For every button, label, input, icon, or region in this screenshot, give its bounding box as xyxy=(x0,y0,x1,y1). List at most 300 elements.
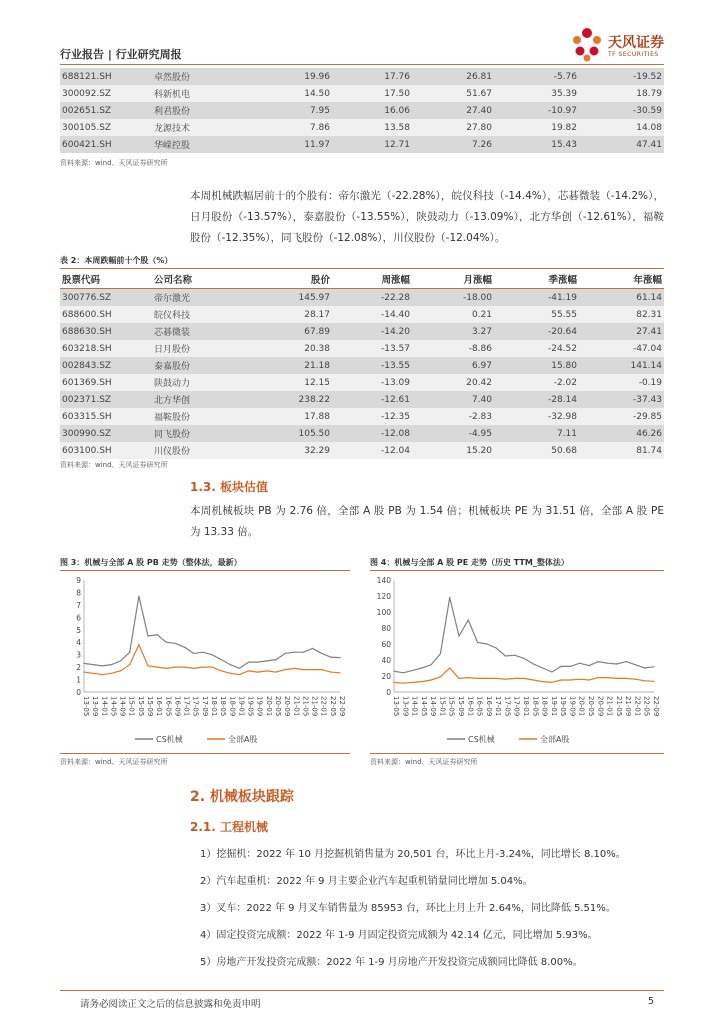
table-cell: 238.22 xyxy=(262,391,332,408)
table-cell: 603100.SH xyxy=(60,442,152,459)
y-tick-label: 5 xyxy=(76,625,81,635)
table-cell: 81.74 xyxy=(579,442,664,459)
data-point xyxy=(542,667,543,668)
x-tick-label: 16-09 xyxy=(173,696,182,717)
table-cell: -30.59 xyxy=(579,102,664,119)
data-point xyxy=(598,677,599,678)
table-cell: 7.40 xyxy=(412,391,494,408)
section-1-3-heading: 1.3. 板块估值 xyxy=(190,480,268,494)
table-row xyxy=(60,68,664,85)
data-point xyxy=(468,677,469,678)
column-header: 股票代码 xyxy=(60,270,152,289)
table-cell: -19.52 xyxy=(579,68,664,85)
data-point xyxy=(202,652,203,653)
table-cell: 帝尔激光 xyxy=(152,289,262,307)
table-row xyxy=(60,119,664,136)
data-point xyxy=(551,682,552,683)
table-cell: 同飞股份 xyxy=(152,425,262,442)
data-point xyxy=(157,634,158,635)
data-point xyxy=(561,666,562,667)
table-cell: 141.14 xyxy=(579,357,664,374)
x-tick-label: 22-01 xyxy=(319,696,328,717)
table-cell: -18.00 xyxy=(412,289,494,307)
logo-text-cn: 天风证券 xyxy=(608,35,664,51)
data-point xyxy=(193,653,194,654)
y-tick-label: 4 xyxy=(76,638,81,648)
table-cell: 龙源技术 xyxy=(152,119,262,136)
table-cell: -20.64 xyxy=(494,323,579,340)
table-row xyxy=(60,136,664,153)
table-row xyxy=(60,442,664,459)
table-row xyxy=(60,85,664,102)
table-cell: 6.97 xyxy=(412,357,494,374)
x-tick-label: 18-05 xyxy=(531,696,540,717)
table-cell: 川仪股份 xyxy=(152,442,262,459)
x-tick-label: 15-01 xyxy=(127,696,136,717)
y-tick-label: 9 xyxy=(76,576,81,585)
x-tick-label: 17-09 xyxy=(200,696,209,717)
data-point xyxy=(102,674,103,675)
data-point xyxy=(449,597,450,598)
legend-label: 全部A股 xyxy=(228,735,258,744)
series-line-all-a-share xyxy=(394,668,654,683)
x-tick-label: 20-01 xyxy=(264,696,273,717)
data-point xyxy=(330,671,331,672)
table-cell: 19.96 xyxy=(262,68,332,85)
x-tick-label: 22-05 xyxy=(328,696,337,717)
data-point xyxy=(616,663,617,664)
data-point xyxy=(193,668,194,669)
x-tick-label: 21-09 xyxy=(624,696,633,717)
table-cell: 688600.SH xyxy=(60,306,152,323)
table-cell: 26.81 xyxy=(412,68,494,85)
table-cell: 福鞍股份 xyxy=(152,408,262,425)
x-tick-label: 14-01 xyxy=(410,696,419,717)
y-tick-label: 8 xyxy=(76,588,81,598)
table-cell: 14.08 xyxy=(579,119,664,136)
table-cell: 300776.SZ xyxy=(60,289,152,307)
data-point xyxy=(285,653,286,654)
table-cell: -10.97 xyxy=(494,102,579,119)
data-point xyxy=(505,655,506,656)
column-header: 月涨幅 xyxy=(412,270,494,289)
data-point xyxy=(111,673,112,674)
table-cell: 芯碁微装 xyxy=(152,323,262,340)
data-point xyxy=(303,652,304,653)
data-point xyxy=(294,668,295,669)
table-cell: -0.19 xyxy=(579,374,664,391)
data-point xyxy=(202,667,203,668)
data-point xyxy=(211,654,212,655)
x-tick-label: 20-09 xyxy=(283,696,292,717)
data-point xyxy=(551,671,552,672)
x-tick-label: 15-01 xyxy=(438,696,447,717)
list-item: 5）房地产开发投资完成额：2022 年 1-9 月房地产开发投资完成额同比降低 8.00%。 xyxy=(200,957,583,968)
table-cell: -13.57 xyxy=(332,340,412,357)
legend-label: 全部A股 xyxy=(540,735,570,744)
data-point xyxy=(393,682,394,683)
data-point xyxy=(635,664,636,665)
x-tick-label: 21-05 xyxy=(301,696,310,717)
logo-text-en: TF SECURITIES xyxy=(608,51,659,58)
data-point xyxy=(321,669,322,670)
column-header: 年涨幅 xyxy=(579,270,664,289)
data-point xyxy=(111,664,112,665)
table1-source: 资料来源：wind、天风证券研究所 xyxy=(60,159,168,167)
y-tick-label: 20 xyxy=(381,672,391,681)
y-tick-label: 60 xyxy=(381,640,391,649)
table-cell: 002843.SZ xyxy=(60,357,152,374)
table2-top-rule xyxy=(60,268,664,269)
chart3-title: 图 3：机械与全部 A 股 PB 走势（整体法，最新） xyxy=(60,558,242,567)
x-tick-label: 21-09 xyxy=(310,696,319,717)
data-point xyxy=(607,663,608,664)
data-point xyxy=(239,668,240,669)
x-tick-label: 13-05 xyxy=(392,696,400,717)
data-point xyxy=(230,673,231,674)
table-cell: -13.55 xyxy=(332,357,412,374)
data-point xyxy=(533,663,534,664)
x-tick-label: 22-09 xyxy=(652,696,660,717)
data-point xyxy=(468,619,469,620)
table-cell: 15.43 xyxy=(494,136,579,153)
series-line-machinery xyxy=(394,598,654,673)
table-row xyxy=(60,289,664,307)
data-point xyxy=(440,676,441,677)
table-cell: 21.18 xyxy=(262,357,332,374)
y-tick-label: 140 xyxy=(376,576,391,585)
chart3-bottom-rule xyxy=(60,753,350,754)
data-point xyxy=(653,666,654,667)
table-cell: -41.19 xyxy=(494,289,579,307)
data-point xyxy=(211,667,212,668)
data-point xyxy=(257,662,258,663)
logo-icon xyxy=(568,26,606,62)
x-tick-label: 16-05 xyxy=(164,696,173,717)
data-point xyxy=(285,669,286,670)
table-cell: 46.26 xyxy=(579,425,664,442)
table-cell: -12.35 xyxy=(332,408,412,425)
y-tick-label: 1 xyxy=(76,675,81,685)
y-tick-label: 6 xyxy=(76,613,81,623)
footer-divider xyxy=(60,990,664,991)
data-point xyxy=(477,678,478,679)
series-line-machinery xyxy=(84,596,340,668)
table-cell: 145.97 xyxy=(262,289,332,307)
data-point xyxy=(147,635,148,636)
table-cell: -13.09 xyxy=(332,374,412,391)
table-cell: 19.82 xyxy=(494,119,579,136)
table-cell: 603315.SH xyxy=(60,408,152,425)
data-point xyxy=(514,655,515,656)
data-point xyxy=(138,596,139,597)
chart3-source: 资料来源：wind、天风证券研究所 xyxy=(60,758,168,766)
data-point xyxy=(175,643,176,644)
x-tick-label: 19-01 xyxy=(237,696,246,717)
data-point xyxy=(514,678,515,679)
data-point xyxy=(275,671,276,672)
data-point xyxy=(486,643,487,644)
table-cell: 603218.SH xyxy=(60,340,152,357)
y-tick-label: 40 xyxy=(381,656,391,665)
table-cell: 7.26 xyxy=(412,136,494,153)
table-cell: 47.41 xyxy=(579,136,664,153)
table-cell: 11.97 xyxy=(262,136,332,153)
data-point xyxy=(607,677,608,678)
table-cell: 7.86 xyxy=(262,119,332,136)
table-row xyxy=(60,323,664,340)
table-cell: 华嵘控股 xyxy=(152,136,262,153)
chart3-pb-trend xyxy=(60,572,350,750)
table-cell: 82.31 xyxy=(579,306,664,323)
list-item: 2）汽车起重机：2022 年 9 月主要企业汽车起重机销量同比增加 5.04%。 xyxy=(200,876,533,887)
data-point xyxy=(570,666,571,667)
header-divider xyxy=(60,64,664,65)
table-cell: 皖仪科技 xyxy=(152,306,262,323)
data-point xyxy=(579,679,580,680)
table-cell: -47.04 xyxy=(579,340,664,357)
table-cell: 0.21 xyxy=(412,306,494,323)
list-item: 3）叉车：2022 年 9 月叉车销售量为 85953 台，环比上月上升 2.64%，同比降低 5.51%。 xyxy=(200,903,616,914)
section-2-1-heading: 2.1. 工程机械 xyxy=(190,820,268,834)
data-point xyxy=(644,667,645,668)
table-cell: 105.50 xyxy=(262,425,332,442)
chart4-top-rule xyxy=(370,570,664,571)
table-cell: 12.71 xyxy=(332,136,412,153)
x-tick-label: 17-01 xyxy=(494,696,503,717)
table-row xyxy=(60,391,664,408)
y-tick-label: 0 xyxy=(76,688,81,697)
legend-label: CS机械 xyxy=(468,735,495,744)
table-cell: -32.98 xyxy=(494,408,579,425)
table-row xyxy=(60,102,664,119)
table-cell: 688630.SH xyxy=(60,323,152,340)
data-point xyxy=(339,657,340,658)
data-point xyxy=(458,635,459,636)
x-tick-label: 18-09 xyxy=(540,696,549,717)
table-cell: 15.80 xyxy=(494,357,579,374)
table-cell: 12.15 xyxy=(262,374,332,391)
table-cell: -8.86 xyxy=(412,340,494,357)
data-point xyxy=(230,664,231,665)
x-tick-label: 21-01 xyxy=(292,696,301,717)
data-point xyxy=(421,681,422,682)
y-tick-label: 7 xyxy=(76,600,81,610)
data-point xyxy=(312,648,313,649)
data-point xyxy=(412,682,413,683)
x-tick-label: 22-09 xyxy=(338,696,346,717)
data-point xyxy=(486,678,487,679)
data-point xyxy=(257,671,258,672)
column-header: 周涨幅 xyxy=(332,270,412,289)
x-tick-label: 16-05 xyxy=(475,696,484,717)
top-gainers-table-continued xyxy=(60,68,664,153)
table-row xyxy=(60,340,664,357)
y-tick-label: 2 xyxy=(76,663,81,673)
data-point xyxy=(598,661,599,662)
data-point xyxy=(312,669,313,670)
data-point xyxy=(533,679,534,680)
x-tick-label: 17-05 xyxy=(191,696,200,717)
data-point xyxy=(120,660,121,661)
table-cell: -5.76 xyxy=(494,68,579,85)
data-point xyxy=(523,678,524,679)
x-tick-label: 21-01 xyxy=(605,696,614,717)
data-point xyxy=(275,659,276,660)
y-tick-label: 3 xyxy=(76,650,81,660)
footer-disclaimer: 请务必阅读正文之后的信息披露和免责申明 xyxy=(80,999,261,1010)
table-row xyxy=(60,374,664,391)
data-point xyxy=(129,652,130,653)
data-point xyxy=(403,683,404,684)
x-tick-label: 15-09 xyxy=(457,696,465,717)
table-cell: 北方华创 xyxy=(152,391,262,408)
table-cell: -4.95 xyxy=(412,425,494,442)
data-point xyxy=(321,653,322,654)
table-cell: 35.39 xyxy=(494,85,579,102)
data-point xyxy=(635,679,636,680)
table-cell: 陕鼓动力 xyxy=(152,374,262,391)
data-point xyxy=(239,674,240,675)
table2-source: 资料来源：wind、天风证券研究所 xyxy=(60,461,168,469)
y-tick-label: 120 xyxy=(376,592,391,601)
data-point xyxy=(138,644,139,645)
table-cell: 67.89 xyxy=(262,323,332,340)
table-cell: -28.14 xyxy=(494,391,579,408)
chart4-title: 图 4：机械与全部 A 股 PE 走势（历史 TTM_整体法） xyxy=(370,558,569,567)
chart4-pe-trend xyxy=(370,572,664,750)
chart4-source: 资料来源：wind、天风证券研究所 xyxy=(370,758,478,766)
x-tick-label: 16-01 xyxy=(466,696,475,717)
x-tick-label: 15-05 xyxy=(136,696,145,717)
data-point xyxy=(166,642,167,643)
x-tick-label: 15-05 xyxy=(447,696,456,717)
table-cell: 300990.SZ xyxy=(60,425,152,442)
y-tick-label: 80 xyxy=(381,624,391,633)
table-cell: 32.29 xyxy=(262,442,332,459)
list-item: 4）固定投资完成额：2022 年 1-9 月固定投资完成额为 42.14 亿元，同比增加 5.93%。 xyxy=(200,930,598,941)
data-point xyxy=(421,667,422,668)
x-tick-label: 14-09 xyxy=(429,696,438,717)
data-point xyxy=(129,664,130,665)
x-tick-label: 14-05 xyxy=(109,696,118,717)
data-point xyxy=(166,668,167,669)
table-cell: 利君股份 xyxy=(152,102,262,119)
table-row xyxy=(60,425,664,442)
x-tick-label: 19-09 xyxy=(568,696,577,717)
data-point xyxy=(579,663,580,664)
data-point xyxy=(266,660,267,661)
table-cell: 300092.SZ xyxy=(60,85,152,102)
section-2-heading: 2. 机械板块跟踪 xyxy=(190,789,294,805)
data-point xyxy=(393,671,394,672)
page-number: 5 xyxy=(648,996,655,1007)
section-1-3-text: 本周机械板块 PB 为 2.76 倍，全部 A 股 PB 为 1.54 倍；机械板块 PE 为 31.51 倍，全部 A 股 PE 为 13.33 倍。 xyxy=(190,505,664,538)
x-tick-label: 19-05 xyxy=(246,696,255,717)
column-header: 季涨幅 xyxy=(494,270,579,289)
x-tick-label: 16-01 xyxy=(155,696,164,717)
data-point xyxy=(616,678,617,679)
x-tick-label: 14-01 xyxy=(100,696,109,717)
table-cell: 14.50 xyxy=(262,85,332,102)
table-cell: 20.38 xyxy=(262,340,332,357)
table-cell: 卓然股份 xyxy=(152,68,262,85)
data-point xyxy=(184,647,185,648)
data-point xyxy=(626,678,627,679)
top-decliners-table xyxy=(60,270,664,459)
table-cell: 科新机电 xyxy=(152,85,262,102)
data-point xyxy=(477,642,478,643)
data-point xyxy=(330,657,331,658)
table-cell: 600421.SH xyxy=(60,136,152,153)
table-cell: 18.79 xyxy=(579,85,664,102)
table-cell: 300105.SZ xyxy=(60,119,152,136)
table-cell: 7.11 xyxy=(494,425,579,442)
x-tick-label: 13-09 xyxy=(401,696,410,717)
column-header: 股价 xyxy=(262,270,332,289)
table-cell: -37.43 xyxy=(579,391,664,408)
table-cell: -22.28 xyxy=(332,289,412,307)
table-cell: -12.61 xyxy=(332,391,412,408)
data-point xyxy=(449,667,450,668)
data-point xyxy=(644,680,645,681)
table-cell: 泰嘉股份 xyxy=(152,357,262,374)
table-cell: 13.58 xyxy=(332,119,412,136)
table-cell: 55.55 xyxy=(494,306,579,323)
x-tick-label: 14-05 xyxy=(419,696,428,717)
x-tick-label: 19-01 xyxy=(549,696,558,717)
table-cell: 17.88 xyxy=(262,408,332,425)
table-cell: 27.40 xyxy=(412,102,494,119)
data-point xyxy=(102,665,103,666)
table-cell: -12.04 xyxy=(332,442,412,459)
table-cell: 002371.SZ xyxy=(60,391,152,408)
data-point xyxy=(653,681,654,682)
data-point xyxy=(83,663,84,664)
data-point xyxy=(157,667,158,668)
company-logo xyxy=(568,26,668,66)
data-point xyxy=(248,662,249,663)
x-tick-label: 19-05 xyxy=(559,696,568,717)
data-point xyxy=(266,670,267,671)
table-cell: -24.52 xyxy=(494,340,579,357)
x-tick-label: 19-09 xyxy=(255,696,264,717)
x-tick-label: 18-05 xyxy=(219,696,228,717)
table-cell: -2.83 xyxy=(412,408,494,425)
table-row xyxy=(60,408,664,425)
data-point xyxy=(440,653,441,654)
legend-label: CS机械 xyxy=(156,735,183,744)
x-tick-label: 15-09 xyxy=(146,696,154,717)
report-header-title: 行业报告 | 行业研究周报 xyxy=(60,48,182,61)
table-cell: -14.20 xyxy=(332,323,412,340)
data-point xyxy=(93,673,94,674)
data-point xyxy=(303,669,304,670)
data-point xyxy=(496,678,497,679)
data-point xyxy=(626,661,627,662)
table-cell: 27.80 xyxy=(412,119,494,136)
y-tick-label: 100 xyxy=(376,608,391,617)
table-cell: 17.76 xyxy=(332,68,412,85)
data-point xyxy=(542,681,543,682)
x-tick-label: 18-01 xyxy=(210,696,218,717)
data-point xyxy=(496,647,497,648)
data-point xyxy=(248,670,249,671)
chart3-top-rule xyxy=(60,570,350,571)
x-tick-label: 13-09 xyxy=(91,696,100,717)
data-point xyxy=(83,671,84,672)
x-tick-label: 14-09 xyxy=(118,696,127,717)
